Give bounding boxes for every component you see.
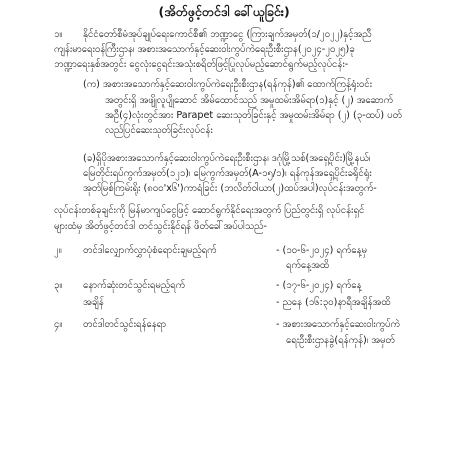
sub-item-line: အုတ်မြစ်ကြမ်းရိုး (၈၀၀'x၆')ကာရံခြင်း (ဘလိတ်ဝါယာ(၂)ထပ်အပါ)လုပ်ငန်းအတွက်- [83, 183, 377, 194]
item-label: တင်ဒါတင်သွင်းရန်နေရာ [83, 319, 167, 330]
paragraph-line: ဘဏ္ဍာရေးနှစ်အတွင်း ငွေလုံးငွေရင်းအသုံးစရိတ်ဖြင့်ပြုလုပ်မည့်ဆောင်ရွက်မည့်လုပ်ငန်း- [54, 59, 349, 70]
item-number: ၂။ [54, 245, 62, 256]
item-value: - အစားအသောက်နှင့်ဆေးဝါးကွပ်ကဲ [276, 319, 400, 330]
item-value: ရက်နေ့အထိ [286, 260, 330, 271]
item-label: တင်ဒါလျှောက်လွှာပုံစံရောင်းချမည့်ရက် [83, 245, 217, 256]
sub-item-line: လုပ်ငန်းတစ်ခုချင်းကို မြန်မာကျပ်ငွေဖြင့် ဆောင်ရွက်နိုင်ရေးအတွက် ပြည်တွင်းရှိ လုပ်ငန်းရှင် [54, 205, 365, 216]
item-value: - ညနေ (၁၆:၃၀)နာရီအချိန်အထိ [276, 297, 391, 308]
sub-item-line: များထံမှ အိတ်ဖွင့်တင်ဒါ တင်သွင်းနိုင်ရန် ဖိတ်ခေါ်အပ်ပါသည်- [54, 221, 267, 232]
paragraph-number: ၁။ [54, 29, 63, 40]
sub-item-line: မြေတိုင်းရပ်ကွက်အမှတ်(၁၂၁)၊ မြေကွက်အမှတ်(A-၁၅/၁)၊ ရန်ကုန်အရှေ့ပိုင်းခရိုင်ရုံး [83, 168, 372, 179]
sub-item-line: အတွင်းရှိ အဖျိုလူပျိုဆောင် အိမ်ထောင်သည် အမှုထမ်းအိမ်ရာ(၁)နှင့် (၂) အဆောက် [105, 95, 393, 106]
item-value: - (၁၇-၆-၂၀၂၄) ရက်နေ့ [276, 280, 362, 291]
item-label: အချိန် [83, 297, 104, 308]
item-number: ၄။ [54, 319, 63, 330]
sub-item-line: (ခ)ရှိပိုအစားအသောက်နှင့်ဆေးဝါးကွပ်ကဲရေးဦးစီးဌာန၊ ဒဂုံမြို့သစ်(အရှေ့ပိုင်း)မြို့နယ်၊ [83, 153, 371, 164]
sub-item-line: (က) အစားအသောက်နှင့်ဆေးဝါးကွပ်ကဲရေးဦးစီးဌာန(ရန်ကုန်)၏ ထောက်ကြန့်ရုံးဝင်း [83, 79, 373, 90]
item-value: ရေးဦးစီးဌာနခွဲ(ရန်ကုန်)၊ အမှတ် [286, 335, 395, 346]
paragraph-line: နိုင်ငံတော်စီမံအုပ်ချုပ်ရေးကောင်စီ၏ ဘဏ္ဍာငွေ (ကြားချက်အမှတ်(၁/၂၀၂၂)နှင့်အညီ [83, 29, 372, 40]
sub-item-line: အဦ(၄)လုံးတွင်အား Parapet ဆေးသုတ်ခြင်းနှင့် အမှုထမ်းအိမ်ရာ (၂) (၃-ထပ်) ပတ် [105, 110, 402, 121]
sub-item-line: လည်ပြင်ဆေးသုတ်ခြင်းလုပ်ငန်း [105, 125, 213, 136]
document-title: (အိတ်ဖွင့်တင်ဒါ ခေါ်ယူခြင်း) [158, 4, 290, 19]
item-number: ၃။ [54, 280, 63, 291]
item-label: နောက်ဆုံးတင်သွင်းရမည့်ရက် [83, 280, 186, 291]
paragraph-line: ကျန်းမာရေးဝန်ကြီးဌာန၊ အစားအသောက်နှင့်ဆေးဝါးကွပ်ကဲရေးဦးစီးဌာန(၂၀၂၄-၂၀၂၅)ခု [54, 44, 355, 55]
item-value: - (၁၀-၆-၂၀၂၄) ရက်နေ့မှ [276, 245, 367, 256]
